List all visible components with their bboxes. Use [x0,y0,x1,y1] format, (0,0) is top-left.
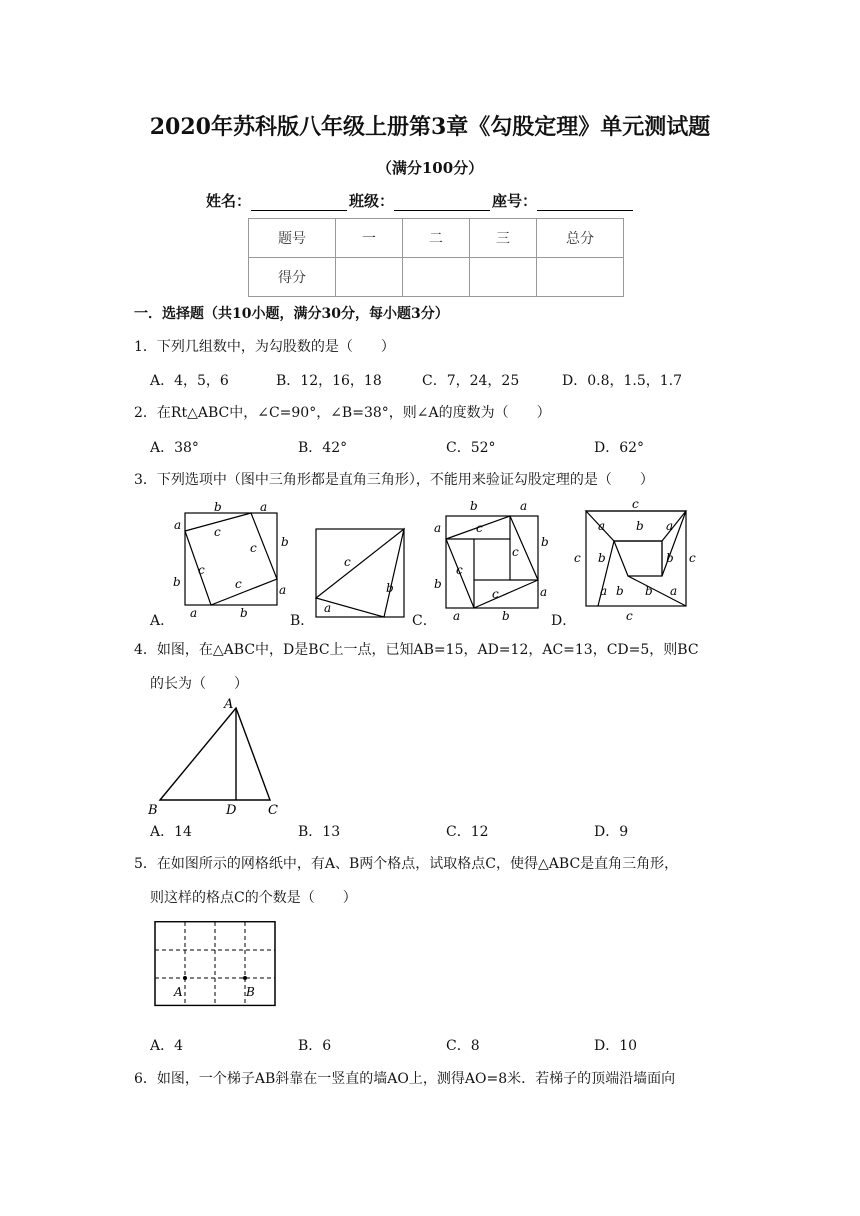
q3-c-label-a2: a [434,521,442,535]
question-5-stem-line1: 5．在如图所示的网格纸中，有A、B两个格点，试取格点C，使得△ABC是直角三角形， [134,856,679,872]
q3-d-label-b3: b [666,551,674,565]
q2-option-b: B．42° [298,440,348,456]
q5-option-c: C．8 [446,1038,480,1054]
q3-c-label-c1: c [476,521,483,535]
q3-c-label-b4: b [502,609,510,623]
q3-c-label-a: a [520,499,528,513]
q1-option-a: A．4，5，6 [150,373,229,389]
q5-option-b: B．6 [298,1038,332,1054]
q3-fig-c-center-square [474,539,510,580]
q3-fig-a-inner-square [185,513,277,605]
q3-a-label-a3: a [279,583,287,597]
q3-b-label-b: b [386,581,394,595]
q3-d-label-b2: b [598,551,606,565]
q3-c-label-c3: c [456,563,463,577]
q3-d-label-a2: a [666,519,674,533]
q3-b-label-c: c [344,555,351,569]
q4-point-b: B [148,803,158,816]
seat-label: 座号： [492,192,538,210]
name-label: 姓名： [206,192,252,210]
q3-a-label-b4: b [240,606,248,620]
q3-fig-d-line-bottom [628,576,686,606]
name-blank[interactable] [251,196,347,211]
score-table-score-row [249,258,624,297]
score-row-label: 得分 [249,258,336,297]
q4-point-c: C [268,803,278,816]
q3-c-label-b2: b [541,535,549,549]
q3-d-label-a4: a [670,584,678,598]
seat-blank[interactable] [537,196,633,211]
q5-option-a: A．4 [150,1038,184,1054]
q2-option-c: C．52° [446,440,496,456]
question-5-stem-line2: 则这样的格点C的个数是（ ） [150,890,357,906]
document-title: 2020年苏科版八年级上册第3章《勾股定理》单元测试题 [149,114,711,140]
question-4-stem-line2: 的长为（ ） [150,676,248,692]
section-heading: 一．选择题（共10小题，满分30分，每小题3分） [134,306,449,322]
q4-option-d: D．9 [594,824,629,840]
q5-option-d: D．10 [594,1038,638,1054]
q5-point-a-label: A [174,985,183,999]
q4-point-a: A [224,697,234,712]
q3-c-label-a3: a [540,585,548,599]
q3-a-label-c1: c [214,525,221,539]
q5-point-a-dot [183,976,187,980]
score-table-header-row [249,219,624,258]
q3-c-label-b: b [470,499,478,513]
q4-option-c: C．12 [446,824,489,840]
q3-b-label-a: a [324,601,332,615]
q1-option-b: B．12，16，18 [276,373,382,389]
q5-grid-figure [150,918,280,1008]
question-4-stem-line1: 4．如图，在△ABC中，D是BC上一点，已知AB=15，AD=12，AC=13，CD=5，则BC [134,642,699,658]
q3-d-label-b5: b [645,584,653,598]
q2-option-d: D．62° [594,440,645,456]
q3-c-label-a4: a [453,609,461,623]
q3-a-label-b: b [214,500,222,514]
q3-c-label-c4: c [492,587,499,601]
q5-point-b-dot [243,976,247,980]
header-cell-total: 总分 [537,219,624,258]
header-cell-part2: 二 [403,219,470,258]
q1-option-c: C．7，24，25 [422,373,520,389]
q3-a-label-b3: b [173,575,181,589]
q3-c-label-b3: b [434,577,442,591]
q3-a-label-a2: a [174,518,182,532]
header-cell-part3: 三 [470,219,537,258]
q3-option-b: B． [290,613,315,629]
q3-a-label-c4: c [235,577,242,591]
question-1-stem: 1．下列几组数中，为勾股数的是（ ） [134,339,395,355]
q3-a-label-a: a [260,500,268,514]
q4-triangle-figure [140,694,300,816]
q3-option-a: A． [150,613,175,629]
q4-triangle-abc [160,708,270,800]
header-cell-question: 题号 [249,219,336,258]
q3-a-label-a4: a [190,606,198,620]
q3-c-label-c2: c [512,545,519,559]
q3-option-d: D． [551,613,577,629]
header-cell-part1: 一 [336,219,403,258]
full-marks-note: （满分100分） [376,159,484,177]
q3-d-label-a3: a [600,584,608,598]
q3-d-label-c3: c [689,551,696,565]
question-3-stem: 3．下列选项中（图中三角形都是直角三角形），不能用来验证勾股定理的是（ ） [134,472,654,488]
q3-a-label-c3: c [198,563,205,577]
class-label: 班级： [349,192,395,210]
q3-a-label-c2: c [250,541,257,555]
q3-d-label-c: c [632,497,639,511]
q3-d-label-a: a [598,519,606,533]
q3-d-label-c4: c [626,609,633,623]
question-6-stem: 6．如图，一个梯子AB斜靠在一竖直的墙AO上，测得AO=8米．若梯子的顶端沿墙面向 [134,1071,676,1087]
student-info-line [206,190,635,211]
class-blank[interactable] [394,196,490,211]
q5-point-b-label: B [246,985,255,999]
q4-point-d: D [226,803,237,816]
q3-d-label-c2: c [574,551,581,565]
score-cell-part2[interactable] [403,258,470,297]
q3-figures [140,494,720,626]
q3-d-label-b4: b [616,584,624,598]
question-2-stem: 2．在Rt△ABC中，∠C=90°，∠B=38°，则∠A的度数为（ ） [134,405,551,421]
q3-d-label-b: b [636,519,644,533]
q4-option-a: A．14 [150,824,192,840]
score-cell-part3[interactable] [470,258,537,297]
q3-a-label-b2: b [281,535,289,549]
q4-option-b: B．13 [298,824,341,840]
score-cell-part1[interactable] [336,258,403,297]
q1-option-d: D．0.8，1.5，1.7 [562,373,683,389]
q3-fig-d-inner-square [614,541,662,576]
q3-option-c: C． [412,613,437,629]
q2-option-a: A．38° [150,440,199,456]
score-table [248,218,624,297]
score-cell-total[interactable] [537,258,624,297]
